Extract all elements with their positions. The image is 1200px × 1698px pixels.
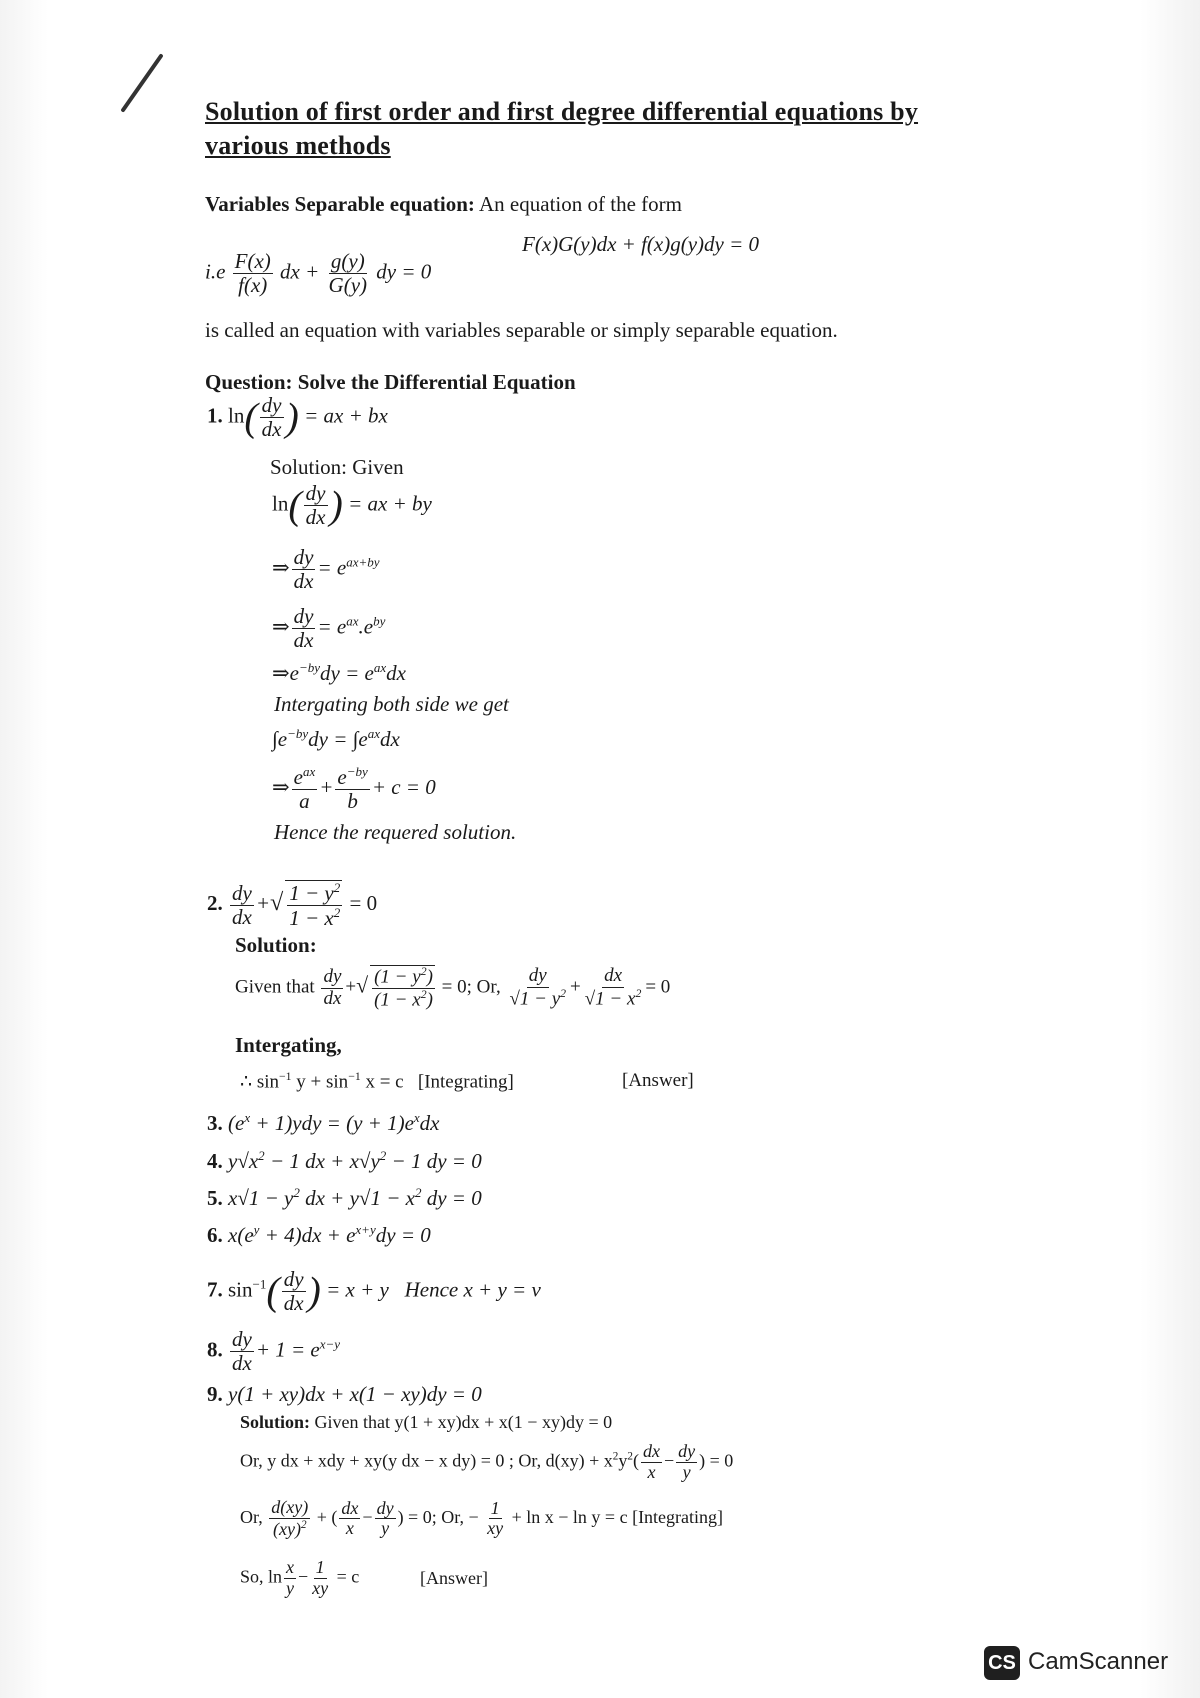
q8-equation	[207, 1328, 340, 1375]
q7-dx: dx	[283, 1291, 304, 1316]
q1-s2-dy: dy	[293, 545, 314, 569]
q1-s4-exp1: −by	[298, 660, 321, 675]
q6-equation: 6. $x(e^y + 4)dx + e^{x+y}dy = 0$	[207, 1222, 431, 1247]
q9-eq: y(1 + xy)dx + x(1 − xy)dy = 0	[228, 1382, 482, 1406]
q1-s1-rhs: = ax + by	[348, 491, 432, 516]
q9-sol-given: Given that y(1 + xy)dx + x(1 − xy)dy = 0	[314, 1412, 613, 1432]
vs-general-form: F(x)G(y)dx + f(x)g(y)dy = 0	[522, 232, 760, 256]
q1-solution-label: Solution: Given	[270, 455, 404, 479]
q1-int-a: ∫e	[272, 727, 288, 751]
q3-a: (e	[228, 1111, 245, 1135]
q2-g-dy: dy	[323, 965, 342, 987]
q1-res-e2: e	[337, 765, 347, 789]
q2-dy: dy	[232, 880, 252, 905]
q2-eq0: = 0	[349, 890, 378, 915]
q9-s2-dy: dy	[376, 1497, 394, 1518]
q2-number: 2.	[207, 890, 223, 915]
vs-dx: dx +	[280, 259, 320, 284]
vs-heading: Variables Separable equation:	[205, 192, 475, 216]
q9-f-xy: xy	[312, 1577, 329, 1598]
camscanner-logo-icon: CS	[984, 1646, 1020, 1680]
q2-result-b: x = c	[365, 1071, 404, 1093]
q1-step1: ln( $\frac{dy}{dx}$ ) = ax + by	[272, 481, 432, 530]
q9-s1-minus: −	[663, 1450, 675, 1471]
q9-dxy: d(xy)	[271, 1497, 309, 1517]
q4-equation: 4. $y√x^2 - 1$ dx + $x√y^2 - 1$ dy = 0	[207, 1148, 482, 1173]
q1-s4-b: dy = e	[320, 661, 374, 685]
q2-or-den1: √1 − y	[509, 988, 561, 1010]
q9-s2-y: y	[381, 1518, 390, 1539]
q1-s3-a: = e	[317, 614, 347, 639]
q1-dy: dy	[261, 393, 282, 417]
q7-rhs: = x + y	[326, 1277, 389, 1302]
q1-s3-exp1: ax	[346, 613, 359, 629]
q5-equation: 5. $x√1 - y^2$ dx + $y√1 - x^2$ dy = 0	[207, 1185, 482, 1210]
q4-number: 4.	[207, 1149, 223, 1173]
q1-s1-ln: ln	[272, 491, 289, 516]
q9-equation	[207, 1382, 482, 1407]
vs-called: is called an equation with variables separable or simply separable equation.	[205, 318, 838, 342]
q2-given-that: Given that	[235, 976, 315, 998]
q9-xy2: (xy)	[272, 1518, 301, 1539]
q1-rhs: = ax + bx	[304, 403, 388, 428]
q2-g-dx: dx	[323, 987, 342, 1009]
q9-final	[240, 1558, 359, 1599]
q1-s2-rhs: = e	[317, 555, 347, 580]
q9-s1-dx: dx	[642, 1441, 660, 1461]
q9-s1-close: ) = 0	[699, 1450, 734, 1471]
q4-a: y√x	[228, 1149, 259, 1173]
q1-int-exp1: −by	[287, 726, 309, 741]
implies-icon: ⇒	[272, 774, 290, 799]
q1-int-exp2: ax	[367, 726, 381, 741]
q4-c: − 1 dy = 0	[386, 1149, 482, 1173]
q1-ln: ln	[228, 403, 245, 428]
q1-number: 1.	[207, 403, 223, 428]
q1-s1-dx: dx	[305, 505, 326, 530]
fx-den: f(x)	[238, 273, 268, 298]
q1-integral	[272, 726, 400, 752]
q1-s2-dx: dx	[293, 569, 314, 594]
q7-sin: sin	[228, 1277, 253, 1302]
q1-s4-exp2: ax	[373, 660, 387, 675]
q2-integrating-tag: [Integrating]	[417, 1071, 514, 1093]
q3-c: dx	[419, 1111, 440, 1135]
q1-int-c: dx	[380, 727, 400, 751]
q9-s2-x: x	[345, 1518, 354, 1539]
q8-exp: x−y	[319, 1336, 341, 1352]
vs-intro: An equation of the form	[479, 192, 682, 216]
q1-s3-b: .e	[358, 614, 374, 639]
q2-therefore: ∴ sin	[240, 1071, 280, 1093]
q5-c: dy = 0	[421, 1186, 482, 1210]
q9-or2b: ) = 0; Or, −	[397, 1506, 479, 1527]
q9-or2: Or,	[240, 1506, 263, 1527]
vs-ie: i.e	[205, 259, 226, 284]
q1-dx: dx	[261, 417, 282, 442]
q9-or1: Or, y dx + xdy + xy(y dx − x dy) = 0 ; Or, d(xy) + x	[240, 1450, 613, 1471]
q9-step2: Or, $\frac{d(xy)}{(xy)^2}$ + ( $\frac{dx}{x}$ − $\frac{dy}{y}$ ) = 0; Or, − $\frac{1}{xy}$ + ln x − ln y = c [Integrating]	[240, 1497, 724, 1539]
q1-res-exp2: −by	[346, 764, 368, 779]
q9-or1c: (	[632, 1450, 639, 1471]
q1-result: ⇒ $e^{ax}$ a + $\frac{e^{-by}}{b}$ + c = 0	[272, 764, 436, 814]
q9-s2-minus: −	[362, 1506, 373, 1527]
q2-rad-den: 1 − x	[289, 906, 334, 931]
q2-result: ∴ $\sin^{-1} y + \sin^{-1} x = c$ [Integrating]	[240, 1070, 514, 1093]
q9-eqc: = c	[336, 1566, 360, 1587]
q1-s4-a: e	[289, 661, 299, 685]
q2-given: Given that $\frac{dy}{dx}$ +√ $\frac{(1 - y^2)}{(1 - x^2)}$ = 0; Or, $\frac{dy}{√1 - y^2}$ + $\frac{dx}{√1 - x^2}$ = 0	[235, 965, 671, 1011]
q1-step3	[272, 605, 385, 652]
vs-intro-line	[205, 192, 682, 217]
q5-number: 5.	[207, 1186, 223, 1210]
q2-solution-label: Solution:	[235, 933, 317, 957]
q9-s1-dy: dy	[678, 1441, 696, 1461]
q1-res-den2: b	[347, 789, 358, 814]
implies-icon: ⇒	[272, 555, 290, 580]
q2-or-dx: dx	[604, 965, 622, 987]
q5-a: x√1 − y	[228, 1186, 294, 1210]
q6-number: 6.	[207, 1223, 223, 1247]
q2-or-eq0: = 0	[645, 976, 671, 998]
implies-icon: ⇒	[272, 661, 290, 685]
q4-b: − 1 dx + x√y	[264, 1149, 380, 1173]
q1-s3-dx: dx	[293, 628, 314, 653]
q2-or-den2: √1 − x	[584, 988, 636, 1010]
q2-result-a: y + sin	[296, 1071, 349, 1093]
q1-integrating: Intergating both side we get	[274, 692, 509, 716]
q2-dx: dx	[232, 904, 252, 929]
q3-number: 3.	[207, 1111, 223, 1135]
q1-res-exp1: ax	[302, 764, 316, 779]
q2-g-rad-num: (1 − y	[374, 966, 421, 988]
fx-num: F(x)	[234, 249, 271, 273]
q8-rhs: + 1 = e	[255, 1337, 320, 1362]
q1-s2-exp: ax+by	[346, 554, 380, 570]
q6-exp2: x+y	[355, 1222, 376, 1237]
q9-step1: Or, y dx + xdy + xy(y dx − x dy) = 0 ; Or, $d(xy) + x^2y^2$( $\frac{dx}{x}$ − $\frac{dy}{y}$ ) = 0	[240, 1441, 734, 1482]
q9-s1-x: x	[647, 1461, 656, 1482]
q7-equation: 7. $\sin^{-1}$( $\frac{dy}{dx}$ ) = x + y Hence x + y = v	[207, 1267, 541, 1316]
q7-number: 7.	[207, 1277, 223, 1302]
vs-ie-equation	[205, 250, 431, 297]
q2-or: = 0; Or,	[441, 976, 501, 998]
q1-s4-c: dx	[386, 661, 406, 685]
q3-equation: 3. $(e^x + 1)ydy = (y + 1)e^xdx$	[207, 1110, 440, 1135]
q1-res-c: + c = 0	[371, 774, 436, 799]
q6-c: dy = 0	[375, 1223, 431, 1247]
page-title: Solution of first order and first degree differential equations by various methods	[205, 97, 919, 160]
gy-num: g(y)	[330, 249, 365, 273]
pen-mark	[120, 53, 163, 113]
q9-one: 1	[490, 1497, 500, 1518]
q9-plus-paren: + (	[316, 1506, 338, 1527]
q8-dx: dx	[232, 1351, 252, 1376]
q2-integrating: Intergating,	[235, 1033, 342, 1057]
q7-dy: dy	[283, 1267, 304, 1291]
gy-den: G(y)	[328, 273, 368, 298]
q5-b: dx + y√1 − x	[299, 1186, 415, 1210]
q9-f-y: y	[286, 1577, 295, 1598]
q8-dy: dy	[232, 1327, 252, 1351]
q2-or-dy: dy	[528, 965, 547, 987]
q7-hence: Hence x + y = v	[404, 1277, 541, 1302]
q1-int-b: dy = ∫e	[308, 727, 368, 751]
q1-res-den1: a	[299, 789, 310, 814]
q9-or2c: + ln x − ln y = c [Integrating]	[511, 1506, 724, 1527]
q2-answer-tag: [Answer]	[622, 1070, 694, 1091]
q2-equation: 2. $\frac{dy}{dx}$ +√ $\frac{1 - y^2}{1 - x^2}$ = 0	[207, 880, 378, 931]
q9-number: 9.	[207, 1382, 223, 1406]
q9-f-x: x	[286, 1557, 295, 1577]
q3-b: + 1)ydy = (y + 1)e	[250, 1111, 414, 1135]
q2-rad-num: 1 − y	[289, 881, 334, 905]
q1-s3-exp2: by	[373, 613, 386, 629]
q9-s2-dx: dx	[341, 1497, 359, 1518]
q9-sol-label: Solution:	[240, 1412, 311, 1432]
q9-f-one: 1	[315, 1557, 325, 1577]
q6-b: + 4)dx + e	[259, 1223, 356, 1247]
camscanner-name: CamScanner	[1028, 1648, 1169, 1675]
q1-equation: 1. ln( $\frac{dy}{dx}$ ) = ax + bx	[207, 393, 388, 442]
q6-a: x(e	[228, 1223, 254, 1247]
q1-s1-dy: dy	[305, 481, 326, 505]
q2-g-rad-den: (1 − x	[374, 989, 421, 1011]
q1-step4	[272, 660, 406, 686]
q9-answer-tag: [Answer]	[420, 1568, 488, 1588]
q1-res-e1: e	[293, 765, 303, 789]
implies-icon: ⇒	[272, 614, 290, 639]
q8-number: 8.	[207, 1337, 223, 1362]
vs-dy0: dy = 0	[376, 259, 432, 284]
q9-or1b: y	[618, 1450, 628, 1471]
q9-so: So, ln	[240, 1566, 283, 1587]
question-heading: Question: Solve the Differential Equation	[205, 370, 576, 394]
q1-step2	[272, 546, 380, 593]
q9-f-minus: −	[298, 1566, 309, 1587]
q1-hence: Hence the requered solution.	[274, 820, 517, 844]
q1-s3-dy: dy	[293, 604, 314, 628]
q9-xy: xy	[487, 1518, 504, 1539]
q9-solution	[240, 1412, 612, 1433]
q9-s1-y: y	[682, 1461, 691, 1482]
